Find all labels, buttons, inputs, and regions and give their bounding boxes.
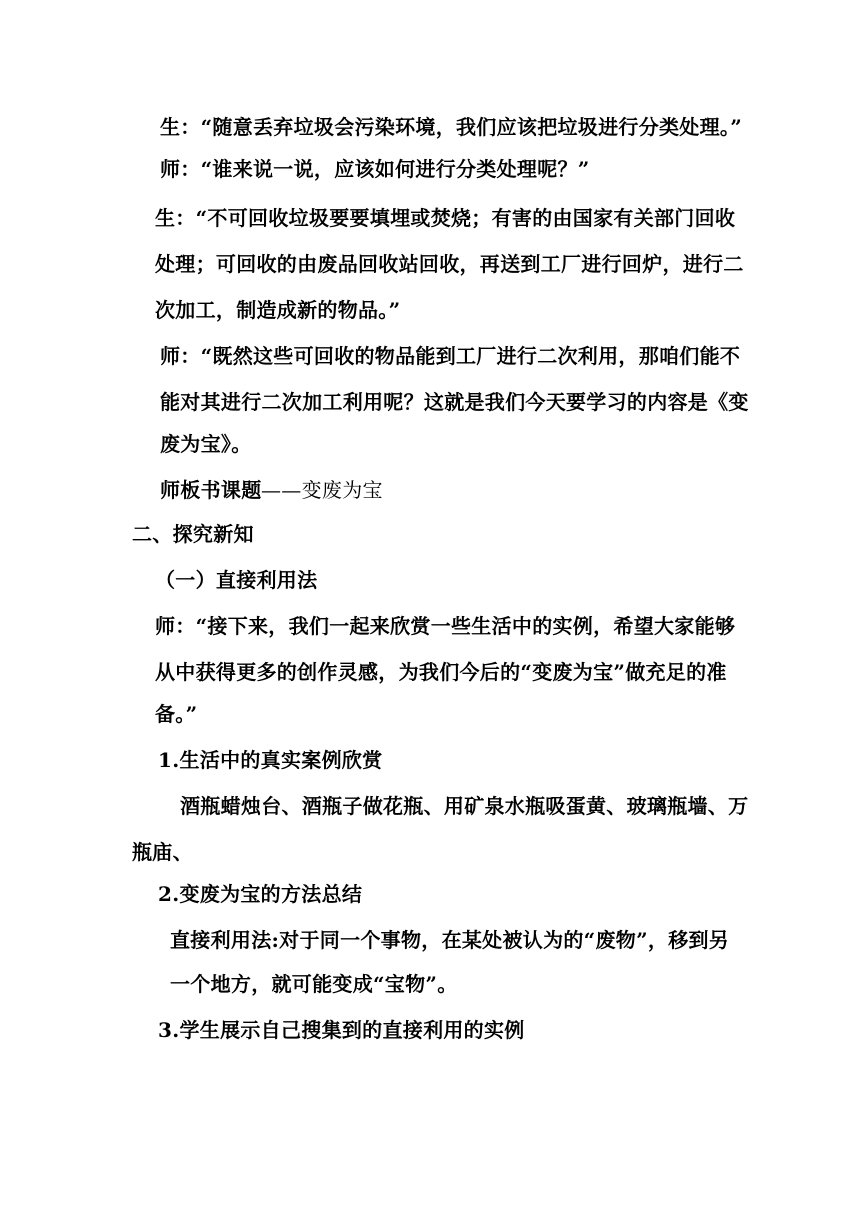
list-item-2: 2.变废为宝的方法总结 (158, 882, 363, 906)
dialogue-teacher-3-line-2: 从中获得更多的创作灵感，为我们今后的“变废为宝”做充足的准 (155, 660, 727, 684)
dialogue-teacher-3-line-1: 师：“接下来，我们一起来欣赏一些生活中的实例，希望大家能够 (155, 614, 736, 638)
list-item-1: 1.生活中的真实案例欣赏 (158, 748, 383, 772)
dialogue-teacher-2-line-2: 能对其进行二次加工利用呢？这就是我们今天要学习的内容是《变 (160, 390, 749, 414)
method-definition-line-2: 一个地方，就可能变成“宝物”。 (170, 972, 458, 996)
dialogue-student-2-line-2: 处理；可回收的由废品回收站回收，再送到工厂进行回炉，进行二 (155, 252, 744, 276)
board-topic-label: 师板书课题 (160, 478, 262, 502)
examples-line-2: 瓶庙、 (132, 840, 193, 864)
dialogue-student-2-line-3: 次加工，制造成新的物品。” (155, 298, 401, 322)
method-definition-line-1: 直接利用法:对于同一个事物，在某处被认为的“废物”，移到另 (170, 928, 730, 952)
subsection-heading: （一）直接利用法 (155, 568, 318, 592)
dialogue-student-1: 生：“随意丢弃垃圾会污染环境，我们应该把垃圾进行分类处理。” (160, 115, 743, 139)
dialogue-student-2-line-1: 生：“不可回收垃圾要要填埋或焚烧；有害的由国家有关部门回收 (155, 206, 736, 230)
section-heading: 二、探究新知 (132, 522, 254, 546)
list-item-3: 3.学生展示自己搜集到的直接利用的实例 (158, 1018, 525, 1042)
dialogue-teacher-3-line-3: 备。” (155, 702, 198, 726)
dialogue-teacher-2-line-3: 废为宝》。 (160, 432, 252, 456)
dialogue-teacher-1: 师：“谁来说一说，应该如何进行分类处理呢？” (160, 157, 590, 181)
dialogue-teacher-2-line-1: 师：“既然这些可回收的物品能到工厂进行二次利用，那咱们能不 (160, 344, 741, 368)
board-topic-title: ——变废为宝 (261, 478, 383, 502)
examples-line-1: 酒瓶蜡烛台、酒瓶子做花瓶、用矿泉水瓶吸蛋黄、玻璃瓶墙、万 (180, 794, 749, 818)
